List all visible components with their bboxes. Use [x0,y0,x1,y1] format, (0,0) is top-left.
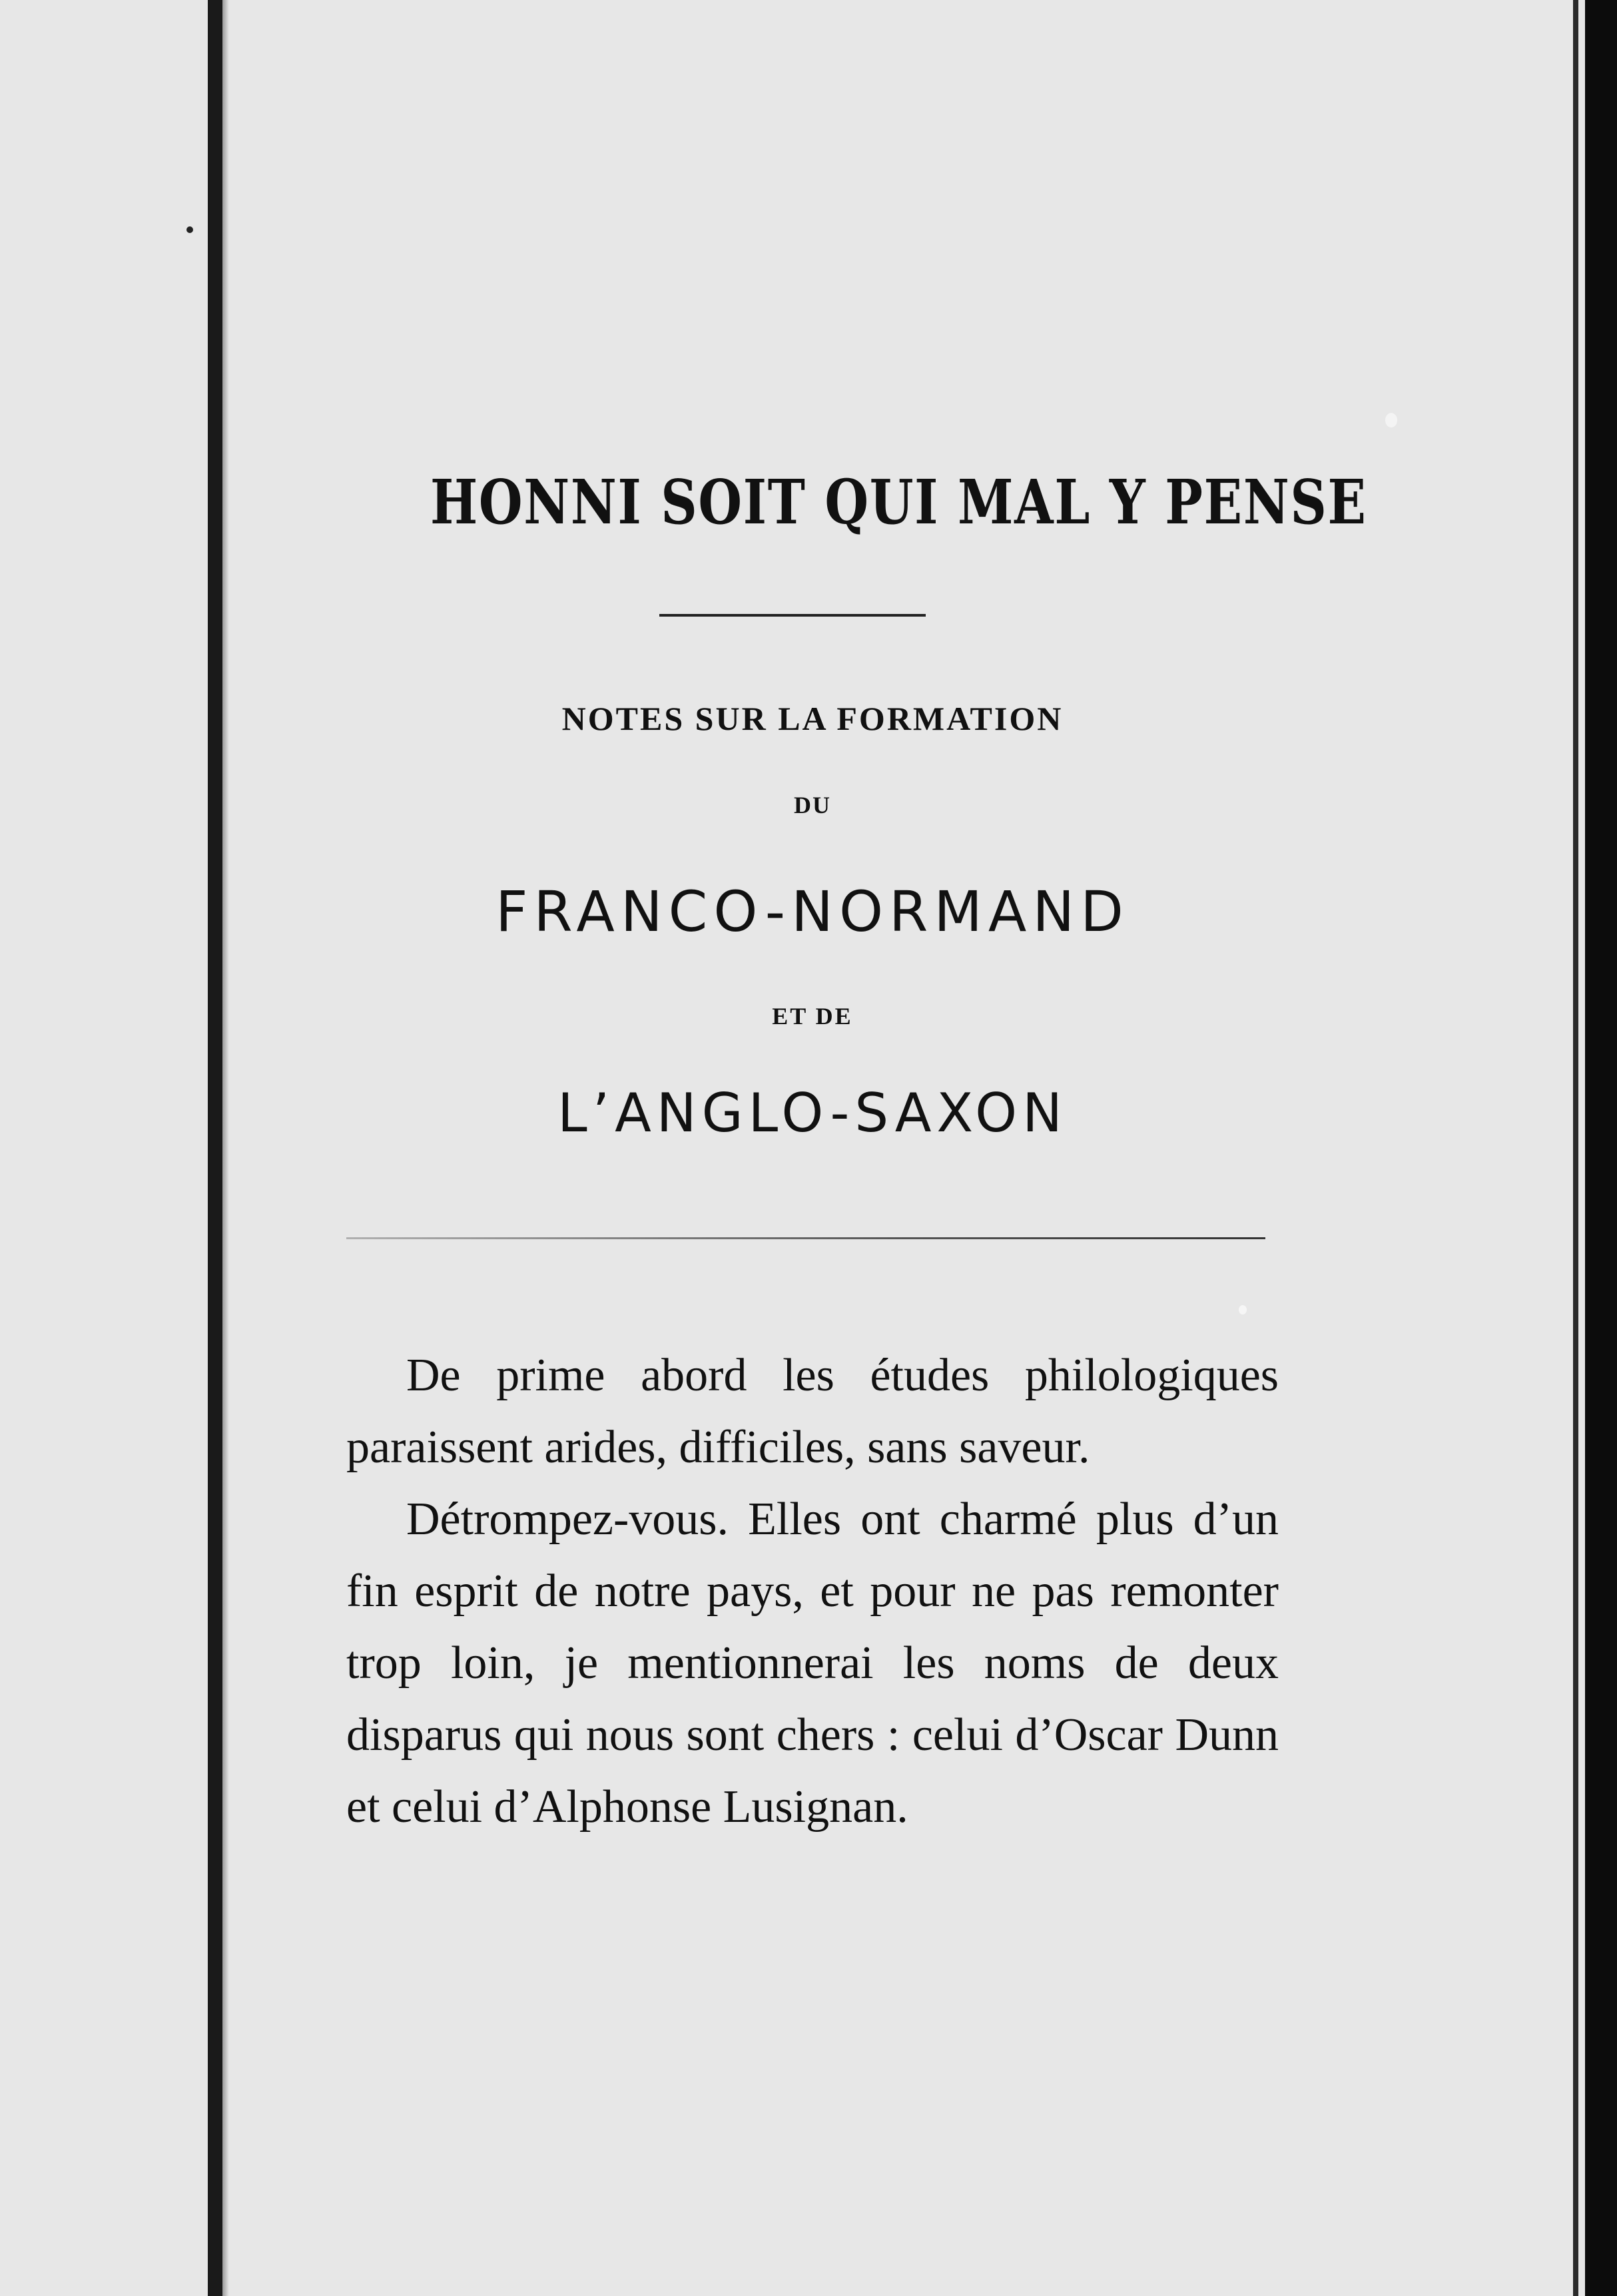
page-title: HONNI SOIT QUI MAL Y PENSE [430,466,1367,538]
page-edge-line [1573,0,1578,2296]
body-text [346,1340,1279,1843]
subtitle-notes: NOTES SUR LA FORMATION [561,700,1064,737]
subtitle-anglo-saxon: L’ANGLO-SAXON [557,1082,1068,1144]
spine-shadow [222,0,229,2296]
paragraph: De prime abord les études philologiques paraissent arides, difficiles, sans saveur. [346,1350,1279,1473]
scan-speck [1385,413,1397,428]
scan-speck [186,226,193,233]
page-edge-border [1585,0,1617,2296]
page-content [346,0,1367,2296]
binding-spine [208,0,222,2296]
subtitle-et-de: ET DE [772,1003,853,1029]
subtitle-du: DU [794,792,831,818]
paragraph: Détrompez-vous. Elles ont charmé plus d’un fin esprit de notre pays, et pour ne pas remonter trop loin, je mentionnerai les noms de deux disparus qui nous sont chers : celui d’Oscar Dunn et celui d’Alphonse Lusignan. [346,1494,1279,1833]
title-rule [659,614,926,617]
section-rule [346,1237,1265,1239]
subtitle-franco-normand: FRANCO-NORMAND [495,879,1130,944]
